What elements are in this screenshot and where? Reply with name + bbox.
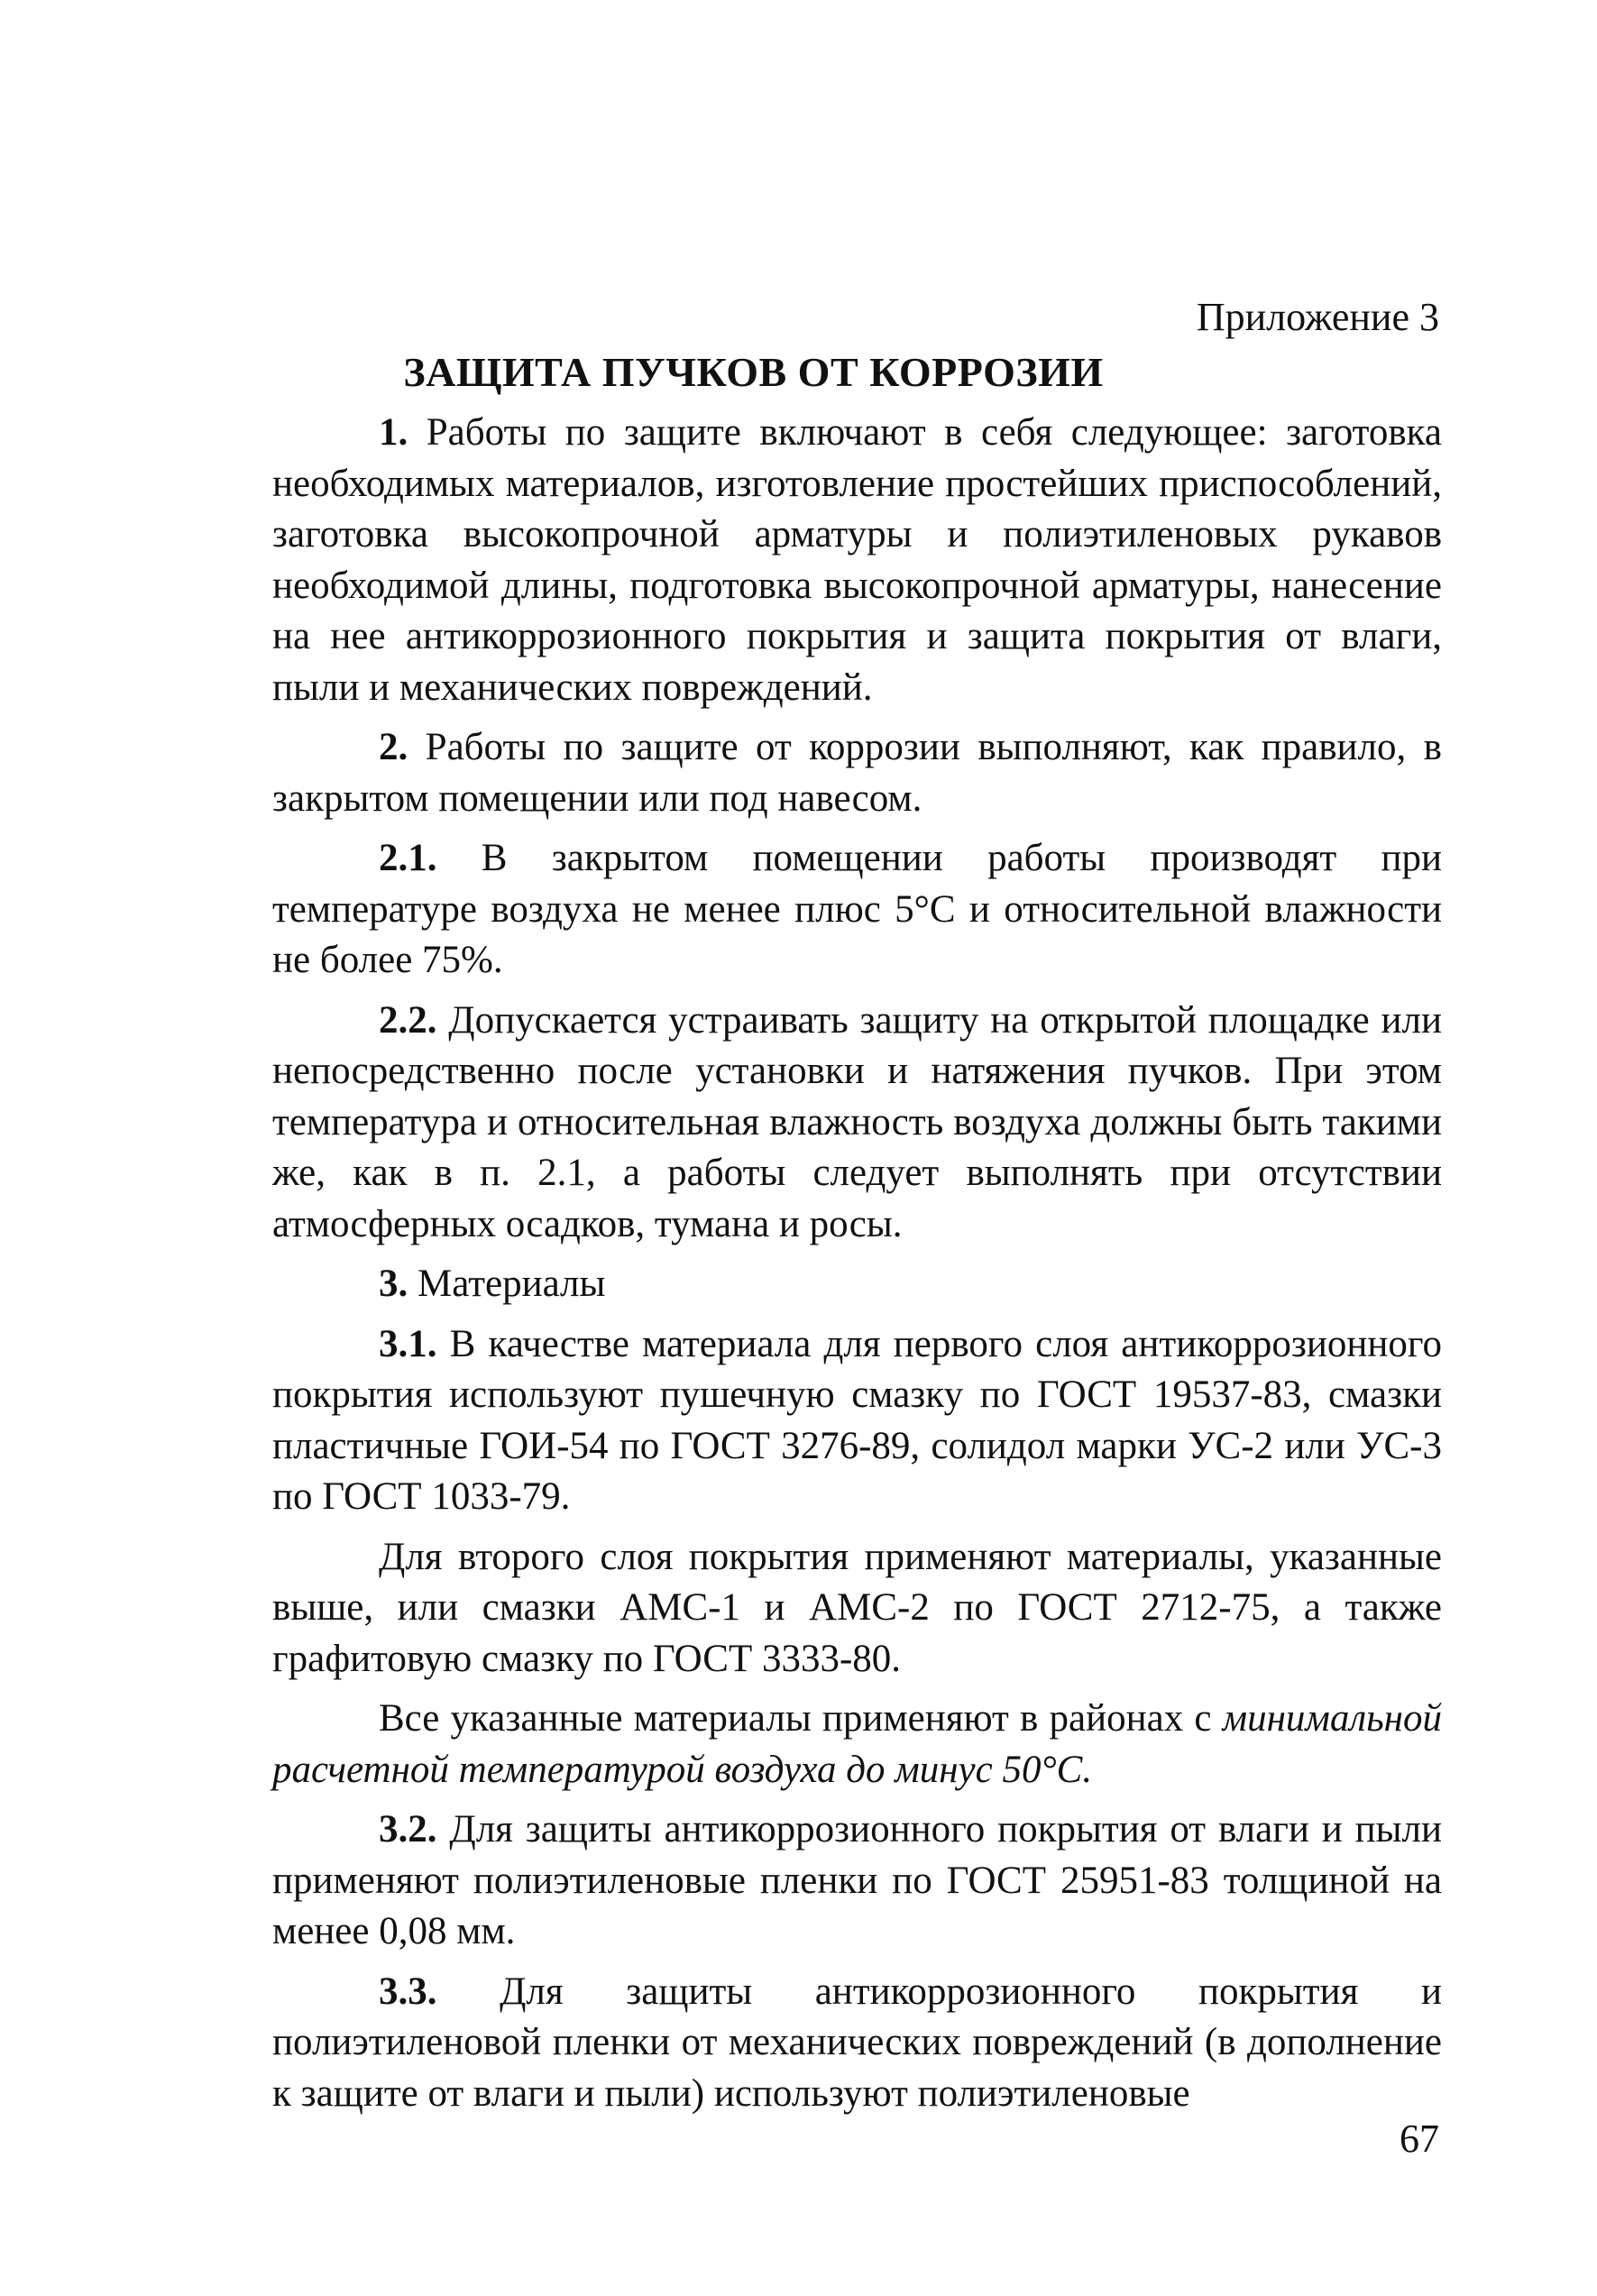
paragraph-number: 3.3.	[379, 1970, 437, 2013]
paragraph-second-layer	[272, 1532, 1442, 1685]
paragraph-number: 2.	[379, 726, 408, 768]
paragraph-3-1	[272, 1319, 1442, 1523]
paragraph-number: 2.1.	[379, 837, 437, 879]
paragraph-text: Все указанные материалы применяют в районах с	[379, 1697, 1223, 1740]
paragraph-number: 1.	[379, 411, 408, 454]
paragraph-text: Для защиты антикоррозионного покрытия и полиэтиленовой пленки от механических повреждений (в дополнение к защите от влаги и пыли) используют полиэтиленовые	[272, 1970, 1442, 2115]
paragraph-number: 2.2.	[379, 998, 437, 1042]
paragraph-2	[272, 722, 1442, 824]
paragraph-materials-regions	[272, 1694, 1442, 1795]
paragraph-text: Допускается устраивать защиту на открытой площадке или непосредственно после установки и натяжения пучков. При этом температура и относительная влажность воздуха должны быть такими же, как в п. 2.1, а работы следует выполнять при отсутствии атмосферных осадков, тумана и росы.	[272, 998, 1442, 1245]
paragraph-2-2	[272, 996, 1442, 1251]
paragraph-text: В качестве материала для первого слоя антикоррозионного покрытия используют пушечную смазку по ГОСТ 19537-83, смазки пластичные ГОИ-54 по ГОСТ 3276-89, солидол марки УС-2 или УС-3 по ГОСТ 1033-79.	[272, 1322, 1442, 1518]
paragraph-3-2	[272, 1805, 1442, 1958]
paragraph-text: Работы по защите включают в себя следующее: заготовка необходимых материалов, изготовление простейших приспособлений, заготовка высокопрочной арматуры и полиэтиленовых рукавов необходимой длины, подготовка высокопрочной арматуры, нанесение на нее антикоррозионного покрытия и защита покрытия от влаги, пыли и механических повреждений.	[272, 411, 1442, 709]
paragraph-text: В закрытом помещении работы производят при температуре воздуха не менее плюс 5°С и относительной влажности не более 75%.	[272, 837, 1442, 981]
paragraph-text: Материалы	[408, 1263, 606, 1305]
paragraph-3-3	[272, 1967, 1442, 2120]
paragraph-italic-text: минимальной расчетной температурой воздуха до минус 50°С.	[272, 1697, 1442, 1791]
paragraph-text: Для второго слоя покрытия применяют материалы, указанные выше, или смазки АМС-1 и АМС-2 по ГОСТ 2712-75, а также графитовую смазку по ГОСТ 3333-80.	[272, 1535, 1442, 1680]
page-title: ЗАЩИТА ПУЧКОВ ОТ КОРРОЗИИ	[403, 349, 1104, 395]
paragraph-text: Для защиты антикоррозионного покрытия от влаги и пыли применяют полиэтиленовые пленки по ГОСТ 25951-83 толщиной на менее 0,08 мм.	[272, 1808, 1442, 1952]
paragraph-number: 3.1.	[379, 1322, 437, 1365]
body-text	[272, 408, 1442, 2128]
page-number: 67	[1400, 2117, 1439, 2161]
paragraph-text: Работы по защите от коррозии выполняют, как правило, в закрытом помещении или под навесом.	[272, 726, 1442, 820]
paragraph-1	[272, 408, 1442, 713]
paragraph-number: 3.2.	[379, 1808, 437, 1851]
paragraph-2-1	[272, 833, 1442, 987]
appendix-label: Приложение 3	[1196, 295, 1439, 339]
paragraph-3	[272, 1259, 1442, 1310]
paragraph-number: 3.	[379, 1263, 408, 1305]
